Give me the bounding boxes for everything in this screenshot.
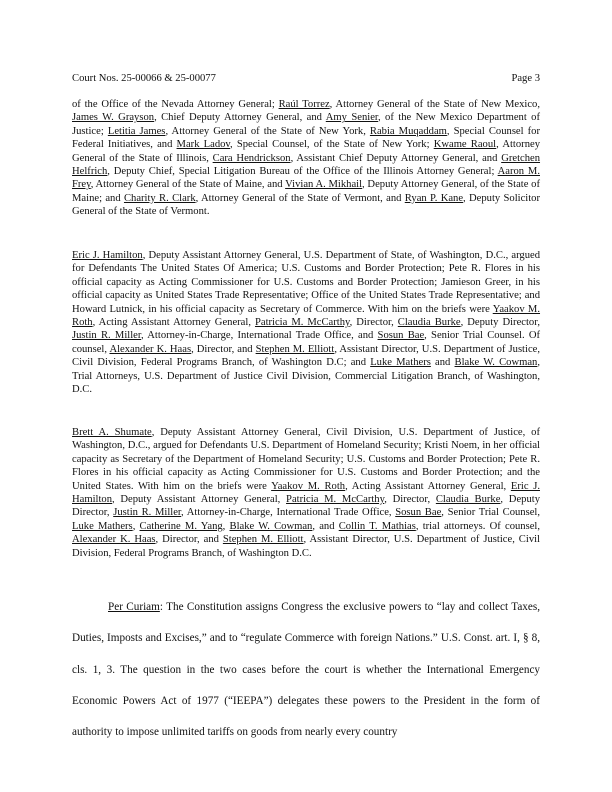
attorney-name: Gretchen Helfrich: [72, 152, 541, 178]
attorney-name: Blake W. Cowman: [229, 520, 313, 532]
attorney-name: Rabia Muqaddam: [369, 125, 447, 137]
attorney-name: Letitia James: [107, 125, 166, 137]
attorney-name: Eric J. Hamilton: [72, 480, 540, 506]
counsel-text: ,: [132, 520, 140, 532]
counsel-text: , Attorney General of the State of New Mexico,: [329, 99, 540, 110]
attorney-name: Amy Senier: [325, 112, 379, 124]
counsel-text: , Director, and: [155, 534, 223, 546]
counsel-text: , Attorney General of the State of Illinois,: [72, 139, 540, 164]
attorney-name: Alexander K. Haas: [109, 343, 192, 355]
counsel-text: , Deputy Assistant Attorney General, Civil Division, U.S. Department of Justice, of Washington, D.C., argued for Defendants U.S. Department of Homeland Security; Kristi Noem, in her official capacity as Secretary of the Department of Homeland Security; U.S. Customs and Border Protection; Pete R. Flores in his official capacity as Acting Commissioner for U.S. Customs and Border Protection; and the United States. With him on the briefs were: [72, 427, 540, 492]
counsel-text: , Senior Trial Counsel. Of counsel,: [72, 330, 541, 355]
counsel-text: , Director,: [349, 317, 398, 329]
attorney-name: Luke Mathers: [370, 357, 431, 369]
counsel-text: , Assistant Director, U.S. Department of Justice, Civil Division, Federal Programs Branch, of Washington D.C.: [72, 534, 540, 559]
case-numbers: Court Nos. 25-00066 & 25-00077: [72, 73, 216, 84]
attorney-name: Catherine M. Yang: [139, 520, 223, 532]
attorney-name: Charity R. Clark: [123, 192, 196, 204]
counsel-text: , trial attorneys. Of counsel,: [415, 520, 541, 532]
attorney-name: Mark Ladov: [176, 139, 231, 151]
counsel-text: and: [430, 357, 455, 369]
attorney-name: Claudia Burke: [435, 494, 501, 506]
attorney-name: Brett A. Shumate: [72, 427, 152, 438]
counsel-paragraph-defendants-state: [72, 249, 540, 396]
opinion-body: [72, 592, 540, 748]
attorney-name: Claudia Burke: [397, 317, 461, 329]
attorney-name: Yaakov M. Roth: [271, 480, 346, 492]
counsel-text: , Assistant Chief Deputy Attorney General, and: [290, 152, 502, 164]
counsel-text: , Deputy Solicitor General of the State of Vermont.: [72, 192, 541, 218]
attorney-name: Blake W. Cowman: [454, 357, 538, 369]
counsel-text: , Deputy Assistant Attorney General,: [112, 494, 287, 506]
counsel-text: , Acting Assistant Attorney General,: [92, 317, 255, 329]
counsel-text: , Attorney-in-Charge, International Trade Office,: [181, 507, 396, 519]
counsel-text: , Assistant Director, U.S. Department of Justice, Civil Division, Federal Programs Branch, of Washington D.C; and: [72, 343, 540, 369]
counsel-text: , Attorney General of the State of Vermont, and: [195, 192, 405, 204]
page-header: [72, 72, 540, 86]
attorney-name: Justin R. Miller: [113, 507, 182, 519]
attorney-name: Sosun Bae: [395, 507, 442, 519]
attorney-name: Aaron M. Frey: [72, 166, 540, 191]
page-number: Page 3: [511, 73, 540, 84]
counsel-text: , Attorney General of the State of Maine, and: [90, 179, 286, 191]
attorney-name: Sosun Bae: [377, 330, 425, 342]
attorney-name: Justin R. Miller: [72, 330, 141, 342]
counsel-text: ,: [222, 520, 230, 532]
attorney-name: Cara Hendrickson: [212, 152, 291, 164]
counsel-text: , Deputy Chief, Special Litigation Bureau of the Office of the Illinois Attorney General;: [107, 166, 498, 178]
attorney-name: Luke Mathers: [72, 520, 133, 532]
counsel-text: , and: [312, 520, 339, 532]
counsel-text: , Attorney-in-Charge, International Trade Office, and: [140, 330, 378, 342]
attorney-name: Eric J. Hamilton: [72, 250, 143, 261]
attorney-name: Stephen M. Elliott: [255, 343, 335, 355]
counsel-text: , Trial Attorneys, U.S. Department of Justice Civil Division, Commercial Litigation Branch, of Washington, D.C.: [72, 357, 540, 396]
attorney-name: Yaakov M. Roth: [72, 303, 541, 329]
per-curiam-label: Per Curiam: [108, 601, 160, 613]
counsel-text: , Deputy Attorney General, of the State of Maine; and: [72, 179, 540, 204]
counsel-text: , Director,: [384, 494, 436, 506]
counsel-text: , Deputy Assistant Attorney General, U.S. Department of State, of Washington, D.C., argued for Defendants The United States Of America; U.S. Customs and Border Protection; Pete R. Flores in his official capacity as Acting Commissioner for U.S. Customs and Border Protection; Jamieson Greer, in his official capacity as United States Trade Representative; Office of the United States Trade Representative; and Howard Lutnick, in his official capacity as Secretary of Commerce. With him on the briefs were: [72, 250, 541, 315]
attorney-name: Stephen M. Elliott: [222, 534, 304, 546]
opinion-text: : The Constitution assigns Congress the exclusive powers to “lay and collect Taxes, Duties, Imposts and Excises,” and to “regulate Commerce with foreign Nations.” U.S. Const. art. I, § 8, cls. 1, 3. The question in the two cases before the court is whether the International Emergency Economic Powers Act of 1977 (“IEEPA”) delegates these powers to the President in the form of authority to impose unlimited tariffs on goods from nearly every country: [72, 601, 540, 739]
counsel-text: , Special Counsel, of the State of New York;: [230, 139, 434, 151]
counsel-text: , Special Counsel for Federal Initiatives, and: [72, 125, 540, 151]
attorney-name: James W. Grayson: [72, 112, 155, 124]
attorney-name: Raúl Torrez: [278, 99, 330, 110]
counsel-paragraph-states: [72, 98, 540, 219]
attorney-name: Ryan P. Kane: [404, 192, 464, 204]
counsel-text: , Deputy Director,: [460, 317, 540, 329]
counsel-paragraph-defendants-dhs: [72, 426, 540, 560]
counsel-text: , Director, and: [191, 343, 256, 355]
attorney-name: Vivian A. Mikhail: [285, 179, 363, 191]
counsel-text: , Senior Trial Counsel,: [441, 507, 540, 519]
attorney-name: Patricia M. McCarthy: [254, 317, 350, 329]
counsel-text: , Chief Deputy Attorney General, and: [154, 112, 326, 124]
counsel-text: , of the New Mexico Department of Justice;: [72, 112, 541, 137]
attorney-name: Alexander K. Haas: [72, 534, 156, 546]
counsel-text: , Deputy Director,: [72, 494, 540, 519]
attorney-name: Patricia M. McCarthy: [286, 494, 385, 506]
attorney-name: Kwame Raoul: [433, 139, 497, 151]
attorney-name: Collin T. Mathias: [338, 520, 416, 532]
counsel-text: , Acting Assistant Attorney General,: [345, 480, 511, 492]
counsel-text: , Attorney General of the State of New York,: [165, 125, 370, 137]
counsel-text: of the Office of the Nevada Attorney General;: [72, 99, 279, 110]
